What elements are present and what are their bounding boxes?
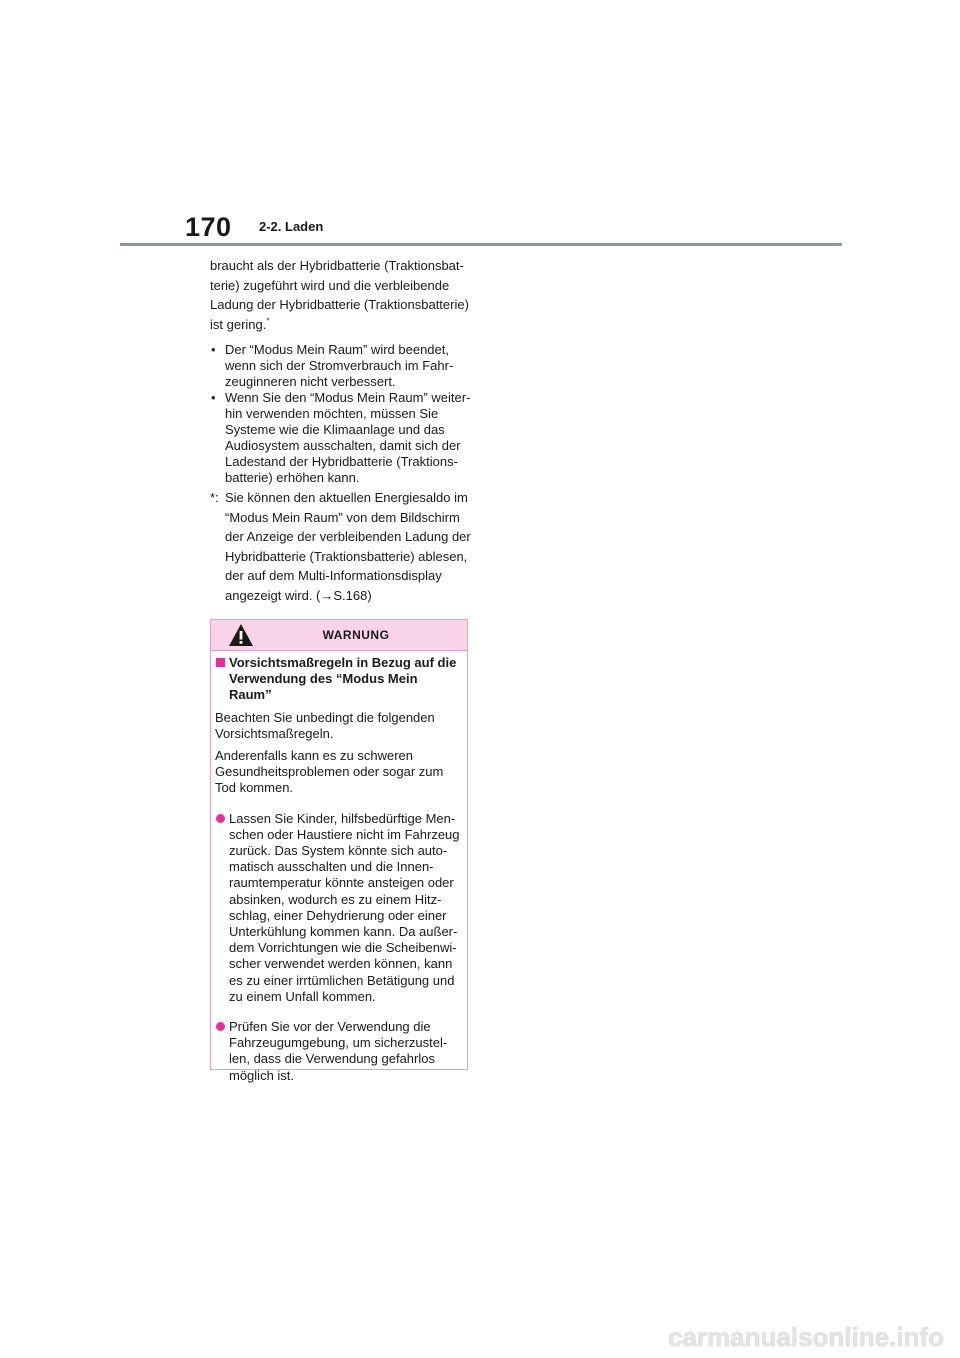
- svg-text:carmanualsonline.info: carmanualsonline.info: [668, 1322, 944, 1352]
- footnote-marker: *: [266, 316, 270, 326]
- warning-title: WARNUNG: [322, 628, 390, 642]
- list-item: • Wenn Sie den “Modus Mein Raum” weiter-hin verwenden möchten, müssen Sie Systeme wie die Klimaanlage und das Audiosystem ausschalten, damit sich der Ladestand der Hybridbatterie (Traktions-batterie) erhöhen kann.: [211, 390, 471, 485]
- section-title: 2-2. Laden: [259, 219, 324, 234]
- bullet-dot: •: [211, 390, 216, 405]
- footnote-text: Sie können den aktuellen Energiesaldo im “Modus Mein Raum” von dem Bildschirm der Anzeige der verbleibenden Ladung der Hybridbatterie (Traktionsbatterie) ablesen, der auf dem Multi-Informationsdisplay angezeigt wird. (→S.168): [225, 490, 471, 603]
- warning-box: [210, 619, 468, 1083]
- bullet-list: [210, 342, 472, 486]
- circle-bullet-icon: [216, 1022, 225, 1031]
- warning-triangle-icon: [228, 623, 254, 647]
- footnote: [210, 488, 472, 605]
- square-bullet-icon: [216, 658, 225, 667]
- warning-paragraph: Anderenfalls kann es zu schweren Gesundheitsproblemen oder sogar zum Tod kommen.: [215, 748, 444, 796]
- circle-bullet-icon: [216, 814, 225, 823]
- warning-paragraph: Beachten Sie unbedingt die folgenden Vorsichtsmaßregeln.: [215, 709, 435, 741]
- intro-paragraph: braucht als der Hybridbatterie (Traktionsbat-terie) zugeführt wird und die verbleibende Ladung der Hybridbatterie (Traktionsbatterie) ist gering.*: [210, 258, 469, 332]
- warning-item: Lassen Sie Kinder, hilfsbedürftige Men-schen oder Haustiere nicht im Fahrzeug zurück. Das System könnte sich auto-matisch ausschalten und die Innen-raumtemperatur könnte ansteigen oder absinken, wodurch es zu einem Hitz-schlag, einer Dehydrierung oder einer Unterkühlung kommen kann. Da außer-dem Vorrichtungen wie die Scheibenwi-scher verwendet werden können, kann es zu einer irrtümlichen Betätigung und zu einem Unfall kommen.: [215, 811, 463, 1005]
- body-text-column: [210, 256, 472, 605]
- header-rule: [120, 243, 842, 246]
- watermark-logo: [668, 1320, 954, 1354]
- warning-heading: Vorsichtsmaßregeln in Bezug auf die Verwendung des “Modus Mein Raum”: [215, 655, 463, 704]
- bullet-dot: •: [211, 342, 216, 357]
- page-number: 170: [185, 212, 232, 242]
- list-item: • Der “Modus Mein Raum” wird beendet, wenn sich der Stromverbrauch im Fahr-zeuginneren nicht verbessert.: [211, 342, 454, 389]
- warning-header: [211, 620, 467, 651]
- footnote-mark: *:: [210, 490, 219, 505]
- warning-content: [211, 651, 467, 1084]
- warning-item: Prüfen Sie vor der Verwendung die Fahrzeugumgebung, um sicherzustel-len, dass die Verwendung gefahrlos möglich ist.: [215, 1019, 463, 1084]
